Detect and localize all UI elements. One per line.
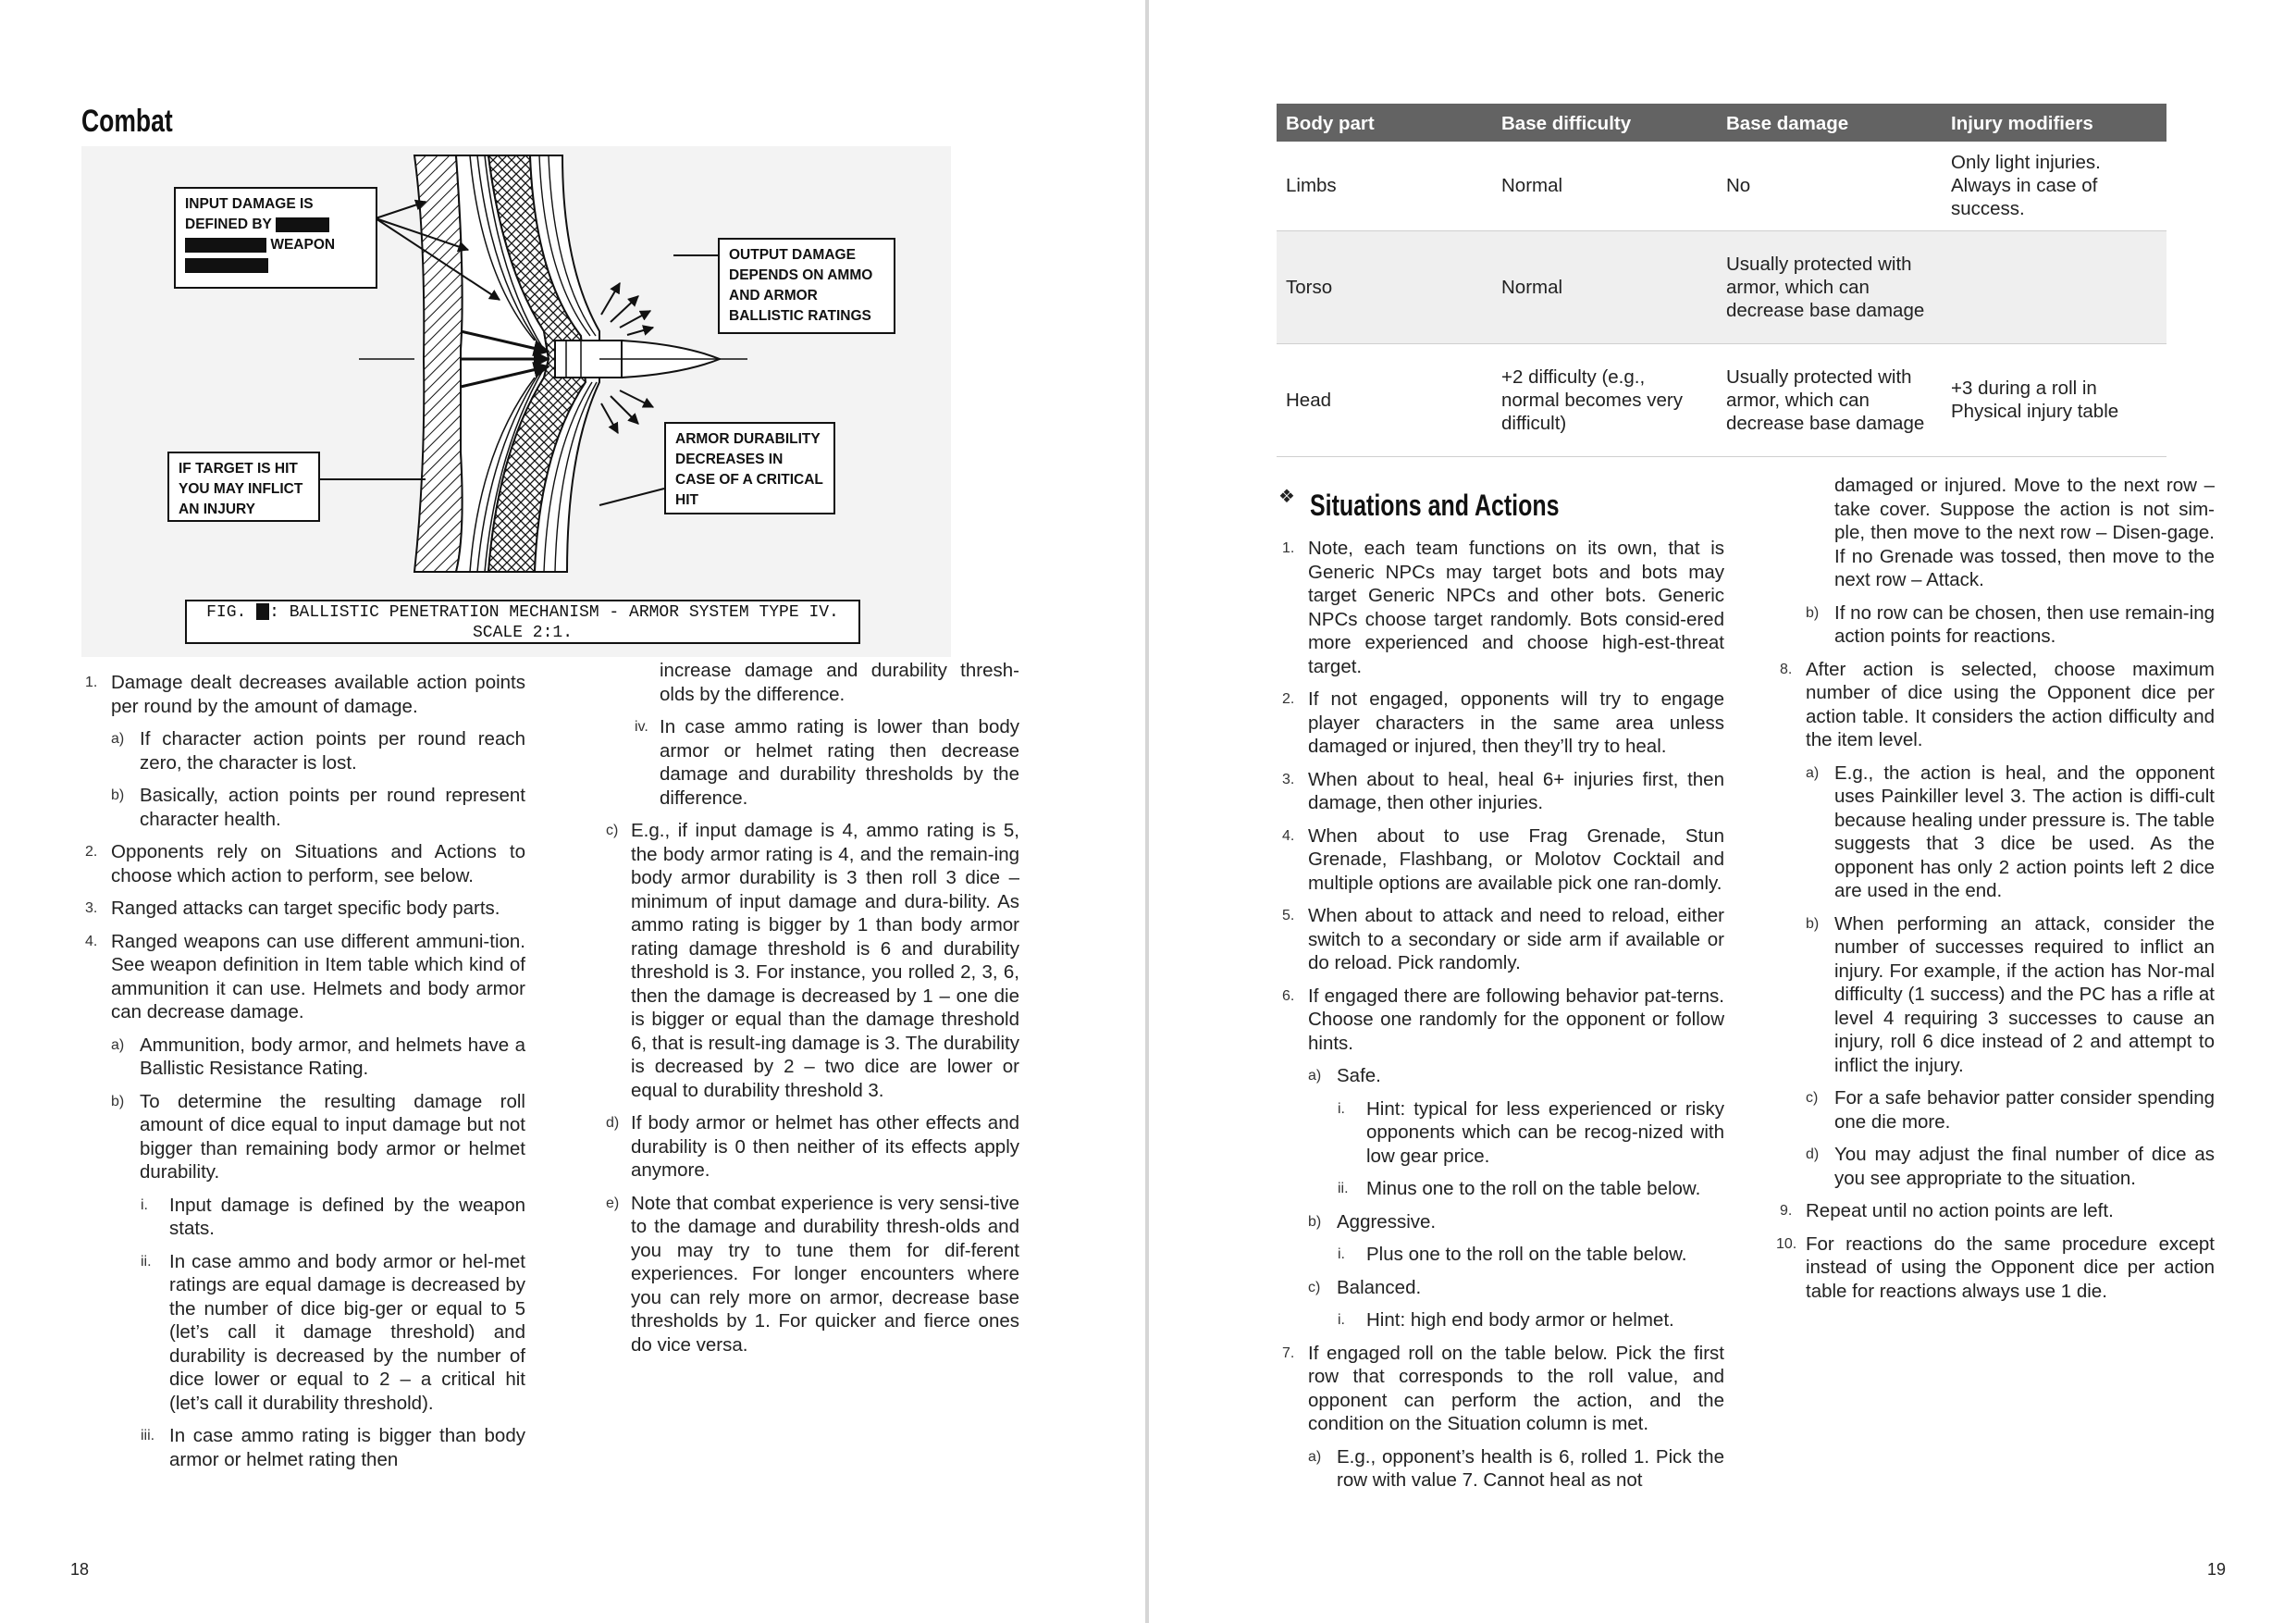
list-marker: d) xyxy=(1806,1146,1820,1162)
list-text: In case ammo rating is bigger than body armor or helmet rating then xyxy=(169,1425,525,1470)
page-number: 19 xyxy=(2207,1560,2227,1579)
list-text: Plus one to the roll on the table below. xyxy=(1366,1244,1687,1265)
list-text: Balanced. xyxy=(1337,1276,1422,1298)
callout-line-2 xyxy=(185,215,366,235)
table-cell: Only light injuries. Always in case of success. xyxy=(1951,152,2101,220)
column-header: Base difficulty xyxy=(1492,104,1717,142)
list-text: Damage dealt decreases available action points per round by the amount of damage. xyxy=(111,672,525,717)
table-cell: No xyxy=(1726,175,1751,197)
list-marker: 1. xyxy=(1282,540,1295,556)
list-marker: b) xyxy=(111,1093,125,1109)
list-item xyxy=(601,1111,1019,1183)
list-item xyxy=(81,840,525,887)
list-marker: 3. xyxy=(1282,771,1295,787)
body-parts-table xyxy=(1277,104,2166,457)
list-item xyxy=(81,671,525,718)
list-text: If engaged roll on the table below. Pick the first row that corresponds to the roll value, and opponent can perform the action, and the condition on the Situation column is met. xyxy=(1308,1342,1724,1434)
list-text: You may adjust the final number of dice as you see appropriate to the situation. xyxy=(1834,1144,2215,1189)
table-cell: Usually protected with armor, which can decrease base damage xyxy=(1726,365,1925,434)
list-marker: iv. xyxy=(635,719,648,735)
list-text: Ranged attacks can target specific body parts. xyxy=(111,898,500,919)
list-item xyxy=(81,784,525,831)
list-item xyxy=(81,897,525,921)
list-text: E.g., opponent’s health is 6, rolled 1. Pick the row with value 7. Cannot heal as not xyxy=(1337,1445,1724,1491)
list-item xyxy=(1278,537,1724,678)
list-text: Minus one to the roll on the table below. xyxy=(1366,1178,1701,1199)
list-marker: 4. xyxy=(85,933,98,949)
list-text: E.g., if input damage is 4, ammo rating is 5, the body armor rating is 4, and the remain-ing body armor durability is 3 then roll 3 dice – minimum of input damage and dura-bility. As ammo rating is bigger by 1 than body armor rating damage threshold is 6 and durability threshold is 3. For instance, you rolled 2, 3, 6, then the damage is decreased by 1 – one die is bigger or equal than the damage threshold 6, that is result-ing damage is 3. The durability is decreased by 2 – two dice are lower or equal to durability threshold 3. xyxy=(631,820,1019,1101)
list-marker: a) xyxy=(1308,1068,1322,1084)
table-header-row xyxy=(1277,104,2166,142)
list-item xyxy=(1278,1308,1724,1332)
list-marker: a) xyxy=(1806,764,1820,781)
list-marker: 7. xyxy=(1282,1344,1295,1361)
column-header: Body part xyxy=(1277,104,1492,142)
list-marker: 1. xyxy=(85,675,98,690)
list-marker: 5. xyxy=(1282,908,1295,923)
list-marker: 6. xyxy=(1282,987,1295,1004)
list-text: Ranged weapons can use different ammuni-tion. See weapon definition in Item table which kind of ammunition it can use. Helmets and body armor can decrease damage. xyxy=(111,930,525,1022)
page-heading-combat: Combat xyxy=(81,104,173,139)
diamond-bullet-icon: ❖ xyxy=(1278,487,1295,507)
list-item xyxy=(1278,1445,1724,1493)
list-item xyxy=(1776,912,2215,1078)
list-marker: 8. xyxy=(1780,661,1793,677)
list-text: Opponents rely on Situations and Actions to choose which action to perform, see below. xyxy=(111,841,525,886)
redaction-bar xyxy=(256,603,269,620)
list-item xyxy=(81,930,525,1024)
list-text: Hint: high end body armor or helmet. xyxy=(1366,1309,1674,1331)
list-marker: iii. xyxy=(141,1428,155,1443)
table-cell: Usually protected with armor, which can decrease base damage xyxy=(1717,230,1942,343)
list-item xyxy=(81,1194,525,1241)
section-heading-row xyxy=(1278,489,1759,526)
caption-prefix: FIG. xyxy=(206,603,247,622)
list-marker: b) xyxy=(1806,915,1820,932)
caption-text: : BALLISTIC PENETRATION MECHANISM - ARMOR SYSTEM TYPE IV. xyxy=(269,603,839,622)
list-marker: ii. xyxy=(1338,1181,1349,1196)
list-marker: 2. xyxy=(1282,691,1295,707)
list-item xyxy=(1278,1276,1724,1300)
list-item xyxy=(1278,1064,1724,1088)
table-row xyxy=(1277,142,2166,230)
list-item xyxy=(1278,688,1724,759)
callout-line-4 xyxy=(185,255,366,276)
output-damage-callout: OUTPUT DAMAGE DEPENDS ON AMMO AND ARMOR BALLISTIC RATINGS xyxy=(718,238,895,334)
list-text: Safe. xyxy=(1337,1065,1381,1086)
list-marker: i. xyxy=(1338,1312,1345,1328)
list-text: Hint: typical for less experienced or risky opponents which can be recog-nized with low gear price. xyxy=(1366,1097,1724,1167)
table-cell: Normal xyxy=(1492,230,1717,343)
table-cell: Torso xyxy=(1277,230,1492,343)
list-marker: ii. xyxy=(141,1253,152,1270)
table-cell: +3 during a roll in Physical injury table xyxy=(1951,378,2119,422)
list-marker: i. xyxy=(1338,1246,1345,1262)
list-item xyxy=(1278,1177,1724,1201)
list-marker: 3. xyxy=(85,900,98,916)
list-marker: i. xyxy=(1338,1100,1345,1117)
list-marker: a) xyxy=(111,731,125,747)
right-page xyxy=(1151,0,2296,1623)
list-text: If engaged there are following behavior pat-terns. Choose one randomly for the opponent or follow hints. xyxy=(1308,985,1724,1054)
left-column-1 xyxy=(81,671,525,1481)
list-marker: c) xyxy=(1308,1279,1321,1295)
list-item xyxy=(81,1250,525,1416)
list-text: If not engaged, opponents will try to engage player characters in the same area unless damaged or injured, then they’ll try to heal. xyxy=(1308,688,1724,757)
list-item xyxy=(1776,1233,2215,1304)
page-number: 18 xyxy=(70,1560,90,1579)
list-item xyxy=(1776,1199,2215,1223)
caption-line-2: SCALE 2:1. xyxy=(472,624,574,642)
list-marker: a) xyxy=(111,1036,125,1053)
list-item xyxy=(81,1090,525,1184)
list-marker: 9. xyxy=(1780,1203,1793,1219)
list-item xyxy=(1278,985,1724,1056)
right-column-2 xyxy=(1776,474,2215,1312)
list-marker: a) xyxy=(1308,1448,1322,1465)
list-marker: b) xyxy=(111,787,125,803)
table-cell: Normal xyxy=(1501,175,1563,197)
list-marker: 4. xyxy=(1282,827,1295,844)
list-item xyxy=(81,1424,525,1471)
column-header: Injury modifiers xyxy=(1942,104,2166,142)
list-item xyxy=(1776,658,2215,752)
list-text: Ammunition, body armor, and helmets have a Ballistic Resistance Rating. xyxy=(140,1034,525,1079)
list-marker: b) xyxy=(1806,604,1820,621)
list-item xyxy=(81,727,525,774)
list-item xyxy=(1278,1097,1724,1169)
list-text: When about to attack and need to reload, either switch to a secondary or side arm if available or do reload. Pick randomly. xyxy=(1308,905,1724,973)
callout-line-1: INPUT DAMAGE IS xyxy=(185,196,314,212)
list-marker: 10. xyxy=(1776,1235,1797,1252)
callout-text: WEAPON xyxy=(270,237,336,253)
callout-line-3 xyxy=(185,235,366,255)
callout-text: DEFINED BY xyxy=(185,217,272,232)
list-item xyxy=(1776,1086,2215,1134)
list-text: E.g., the action is heal, and the opponent uses Painkiller level 3. The action is diffi-cult because healing under pressure is. The table suggests that 3 dice be used. As the opponent has only 2 action points left 2 dice are used in the end. xyxy=(1834,762,2215,901)
redaction-bar xyxy=(185,258,268,273)
list-item xyxy=(1278,1342,1724,1436)
list-item xyxy=(601,1192,1019,1357)
list-text: If body armor or helmet has other effects and durability is 0 then neither of its effects apply anymore. xyxy=(631,1112,1019,1181)
list-text: For reactions do the same procedure except instead of using the Opponent dice per action table for reactions always use 1 die. xyxy=(1806,1233,2215,1302)
section-heading: Situations and Actions xyxy=(1310,489,1560,522)
list-item xyxy=(1278,824,1724,896)
list-item xyxy=(1776,762,2215,903)
list-marker: i. xyxy=(141,1196,148,1213)
list-text: Note, each team functions on its own, that is Generic NPCs may target bots and bots may target Generic NPCs and other bots. Generic NPCs choose target randomly. Bots consid-ered more experienced and choose high-est-threat target. xyxy=(1308,538,1724,677)
list-text: increase damage and durability thresh-olds by the difference. xyxy=(660,660,1019,705)
list-text: When performing an attack, consider the number of successes required to inflict an injury. For example, if the action has Nor-mal difficulty (1 success) and the PC has a rifle at level 4 requiring 3 successes to cause an injury, roll 6 dice instead of 2 and attempt to inflict the injury. xyxy=(1834,912,2215,1076)
list-marker: e) xyxy=(606,1195,620,1211)
ballistic-figure xyxy=(81,146,951,657)
column-header: Base damage xyxy=(1717,104,1942,142)
armor-durability-callout: ARMOR DURABILITY DECREASES IN CASE OF A CRITICAL HIT xyxy=(664,422,835,514)
table-row xyxy=(1277,230,2166,343)
list-text: Aggressive. xyxy=(1337,1210,1437,1233)
list-item xyxy=(601,715,1019,810)
list-text: damaged or injured. Move to the next row – take cover. Suppose the action is not sim-ple, then move to the next row – Disen-gage. If no Grenade was tossed, then move to the next row – Attack. xyxy=(1834,475,2215,590)
list-text: If character action points per round reach zero, the character is lost. xyxy=(140,728,525,774)
list-item xyxy=(601,659,1019,706)
list-text: Repeat until no action points are left. xyxy=(1806,1200,2114,1221)
list-item xyxy=(1278,904,1724,975)
right-column-1 xyxy=(1278,537,1724,1502)
list-item xyxy=(81,1034,525,1081)
input-damage-callout xyxy=(174,187,377,289)
list-marker: 2. xyxy=(85,844,98,860)
page-spine-divider xyxy=(1145,0,1149,1623)
list-item xyxy=(1776,474,2215,592)
table-cell: Limbs xyxy=(1286,175,1337,197)
list-marker: c) xyxy=(1806,1090,1819,1106)
table-row xyxy=(1277,343,2166,456)
list-text: To determine the resulting damage roll amount of dice equal to input damage but not bigger than remaining body armor or helmet durability. xyxy=(140,1090,525,1183)
injury-callout: IF TARGET IS HIT YOU MAY INFLICT AN INJURY xyxy=(167,452,320,522)
redaction-bar xyxy=(276,217,329,232)
list-item xyxy=(1776,601,2215,649)
list-marker: c) xyxy=(606,823,619,838)
table-cell: Head xyxy=(1286,389,1332,411)
figure-caption xyxy=(185,600,860,644)
list-text: Note that combat experience is very sensi-tive to the damage and durability thresh-olds and you may try to tune them for dif-ferent experiences. For longer encounters where you can rely more on armor, decrease base thresholds by 1. For quicker and fierce ones do vice versa. xyxy=(631,1192,1019,1356)
list-item xyxy=(1776,1143,2215,1190)
list-item xyxy=(1278,1243,1724,1267)
list-text: If no row can be chosen, then use remain-ing action points for reactions. xyxy=(1834,601,2215,647)
list-item xyxy=(1278,1210,1724,1234)
redaction-bar xyxy=(185,238,266,253)
left-column-2 xyxy=(601,659,1019,1366)
list-marker: b) xyxy=(1308,1213,1322,1230)
list-item xyxy=(601,819,1019,1102)
table-cell: +2 difficulty (e.g., normal becomes very difficult) xyxy=(1501,365,1683,434)
list-text: For a safe behavior patter consider spending one die more. xyxy=(1834,1087,2215,1133)
list-text: When about to use Frag Grenade, Stun Grenade, Flashbang, or Molotov Cocktail and multiple options are available pick one ran-domly. xyxy=(1308,824,1724,894)
caption-line-1 xyxy=(187,602,858,623)
list-text: When about to heal, heal 6+ injuries first, then damage, then other injuries. xyxy=(1308,768,1724,813)
list-text: Basically, action points per round represent character health. xyxy=(140,785,525,830)
list-text: After action is selected, choose maximum number of dice using the Opponent dice per action table. It considers the action difficulty and the item level. xyxy=(1806,658,2215,750)
left-page xyxy=(0,0,1145,1623)
list-text: In case ammo and body armor or hel-met ratings are equal damage is decreased by the number of dice big-ger or equal to 5 (let’s call it damage threshold) and durability is decreased by the number of dice lower or equal to 2 – a critical hit (let’s call it durability threshold). xyxy=(169,1250,525,1414)
list-marker: d) xyxy=(606,1115,620,1131)
table-cell xyxy=(1942,230,2166,343)
list-text: Input damage is defined by the weapon stats. xyxy=(169,1194,525,1239)
list-item xyxy=(1278,768,1724,815)
list-text: In case ammo rating is lower than body armor or helmet rating then decrease damage and durability thresholds by the difference. xyxy=(660,716,1019,809)
